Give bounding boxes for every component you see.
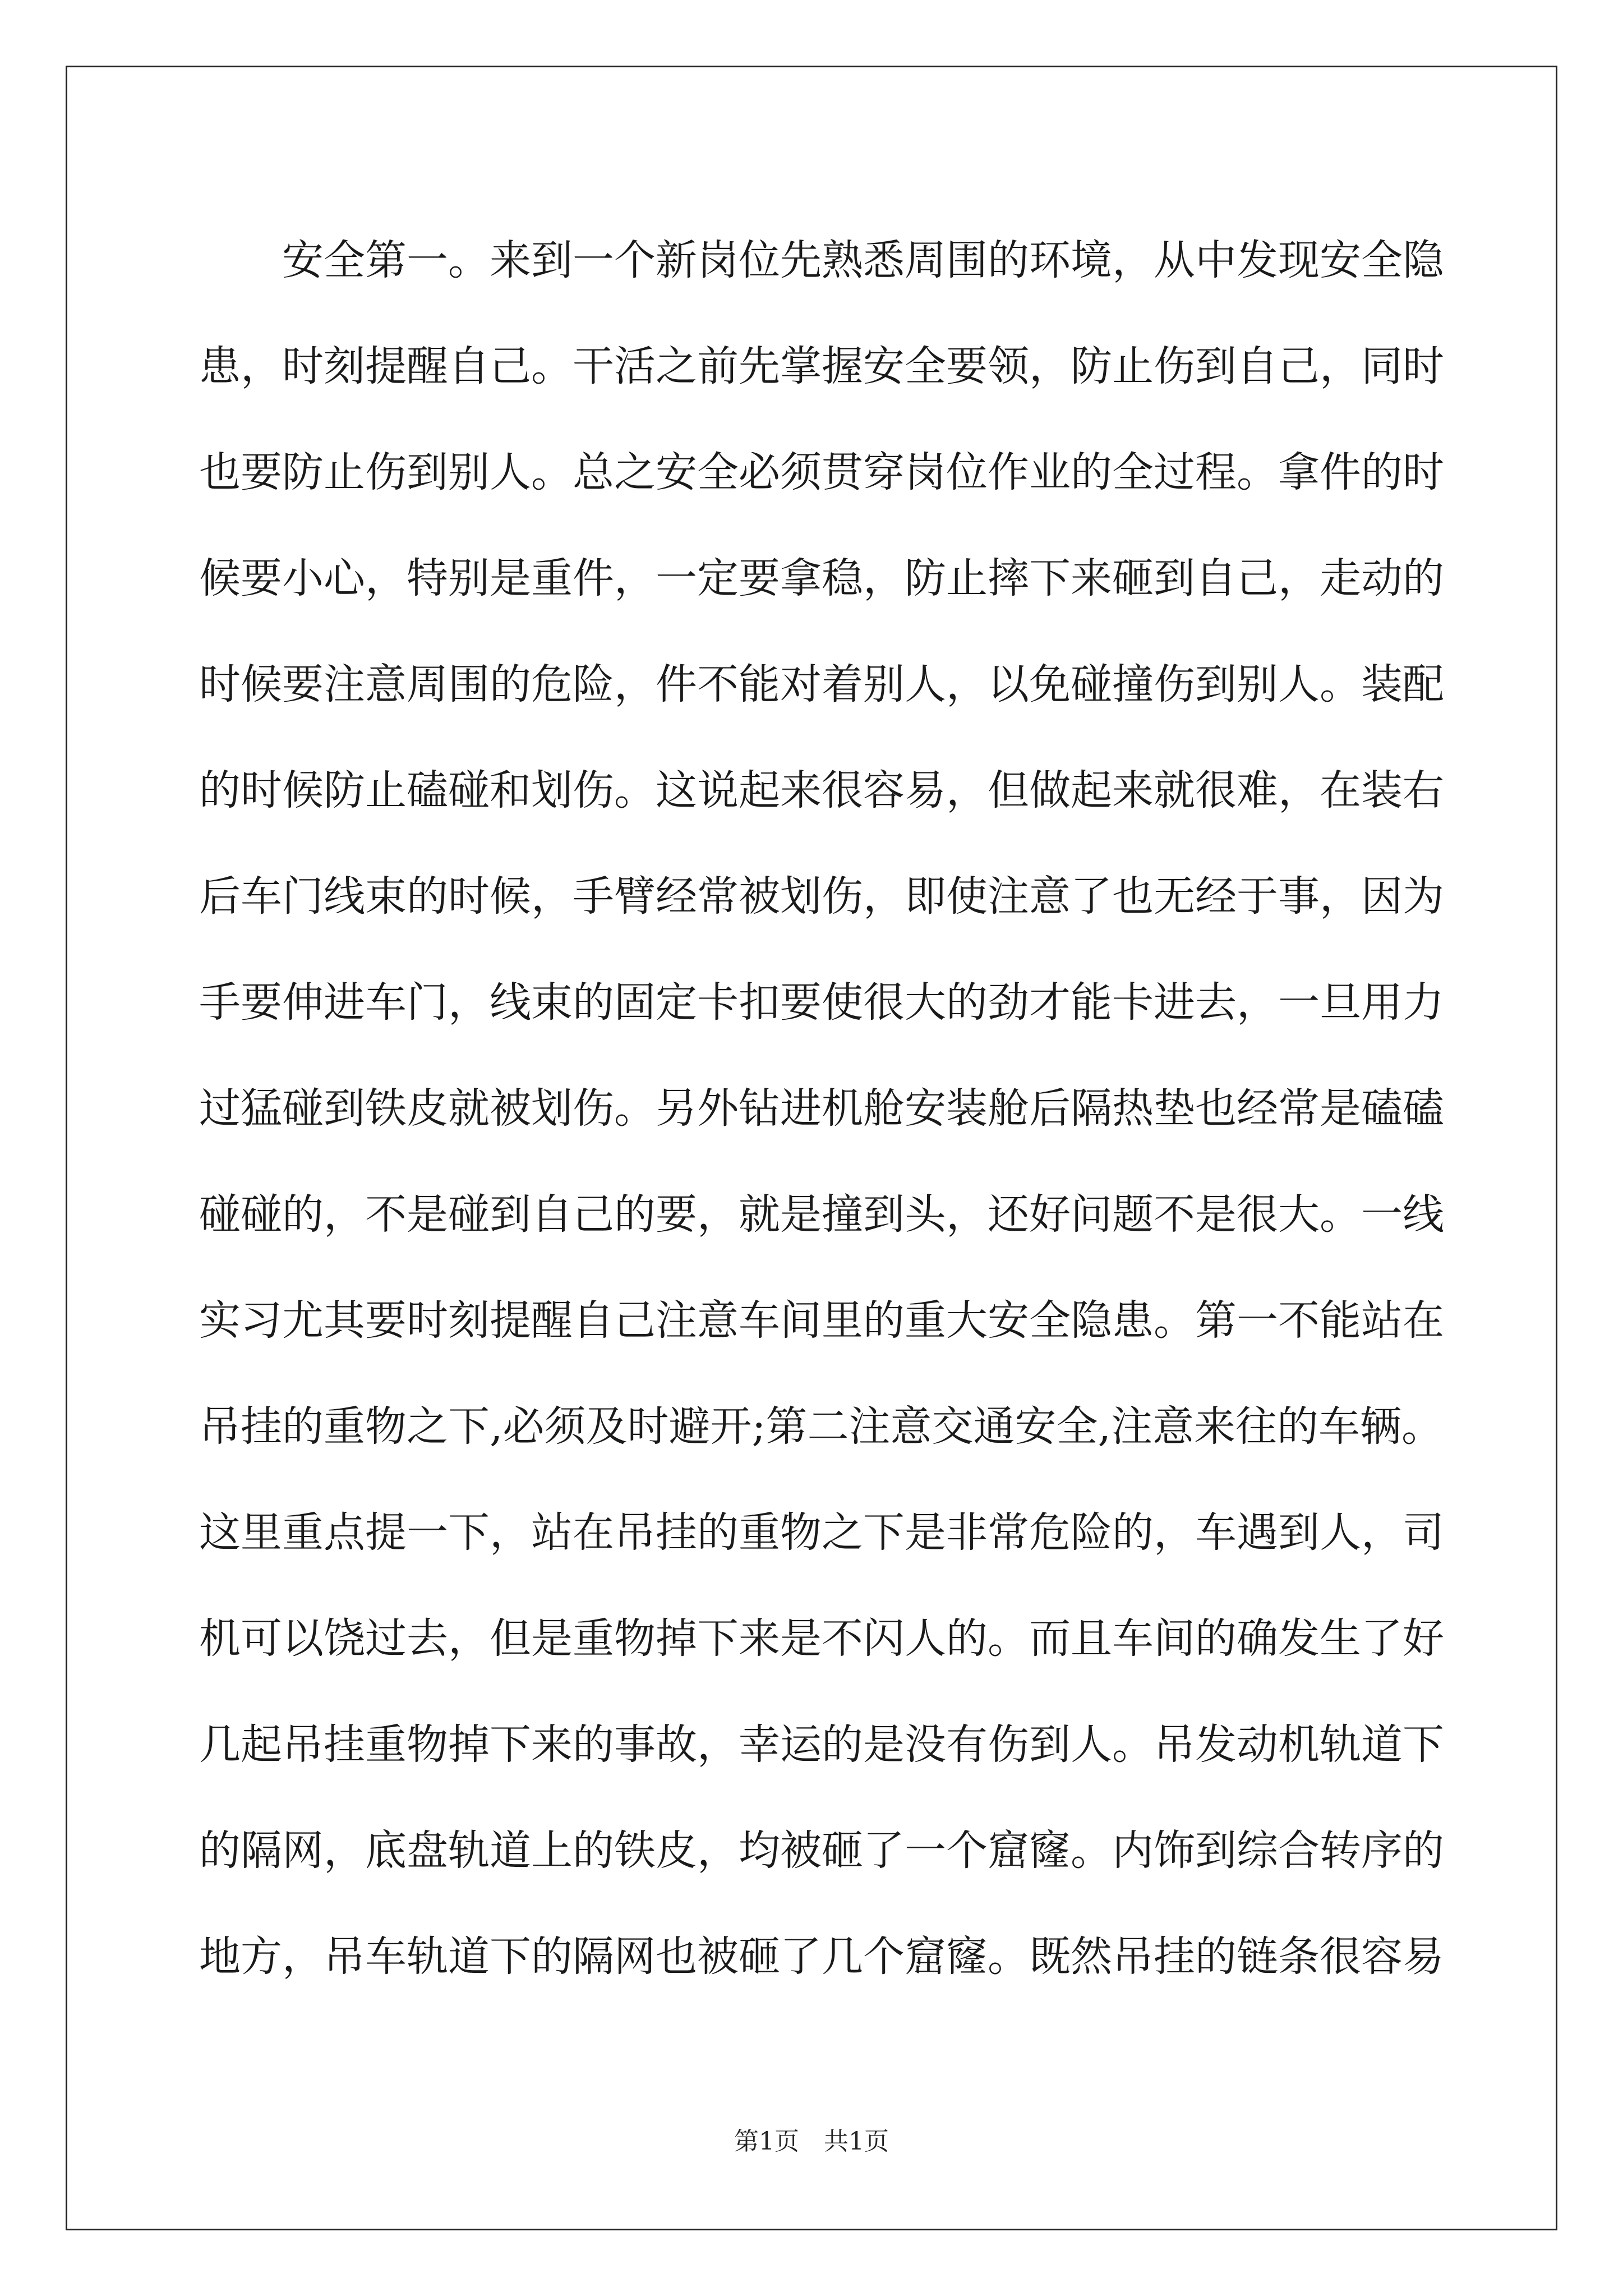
text-line: 患，时刻提醒自己。干活之前先掌握安全要领，防止伤到自己，同时 <box>199 342 1444 390</box>
text-line: 也要防止伤到别人。总之安全必须贯穿岗位作业的全过程。拿件的时 <box>199 448 1444 496</box>
text-line: 碰碰的，不是碰到自己的要，就是撞到头，还好问题不是很大。一线 <box>199 1190 1444 1239</box>
text-line: 这里重点提一下，站在吊挂的重物之下是非常危险的，车遇到人，司 <box>199 1508 1444 1557</box>
body-paragraph <box>199 208 1444 2010</box>
text-line: 候要小心，特别是重件，一定要拿稳，防止摔下来砸到自己，走动的 <box>199 554 1444 602</box>
text-line: 过猛碰到铁皮就被划伤。另外钻进机舱安装舱后隔热垫也经常是磕磕 <box>199 1084 1444 1133</box>
text-line: 的隔网，底盘轨道上的铁皮，均被砸了一个窟窿。内饰到综合转序的 <box>199 1826 1444 1875</box>
page-number-footer: 第1页 共1页 <box>734 2127 889 2156</box>
text-line: 机可以饶过去，但是重物掉下来是不闪人的。而且车间的确发生了好 <box>199 1614 1444 1663</box>
text-line: 几起吊挂重物掉下来的事故，幸运的是没有伤到人。吊发动机轨道下 <box>199 1720 1444 1769</box>
text-line: 安全第一。来到一个新岗位先熟悉周围的环境，从中发现安全隐 <box>282 236 1444 284</box>
text-line: 吊挂的重物之下,必须及时避开;第二注意交通安全,注意来往的车辆。 <box>199 1402 1443 1451</box>
text-line: 地方，吊车轨道下的隔网也被砸了几个窟窿。既然吊挂的链条很容易 <box>199 1932 1444 1981</box>
text-line: 实习尤其要时刻提醒自己注意车间里的重大安全隐患。第一不能站在 <box>199 1296 1444 1345</box>
text-line: 手要伸进车门，线束的固定卡扣要使很大的劲才能卡进去，一旦用力 <box>199 978 1444 1027</box>
text-line: 的时候防止磕碰和划伤。这说起来很容易，但做起来就很难，在装右 <box>199 766 1444 815</box>
text-line: 后车门线束的时候，手臂经常被划伤，即使注意了也无经于事，因为 <box>199 872 1444 921</box>
text-line: 时候要注意周围的危险，件不能对着别人，以免碰撞伤到别人。装配 <box>199 660 1444 708</box>
